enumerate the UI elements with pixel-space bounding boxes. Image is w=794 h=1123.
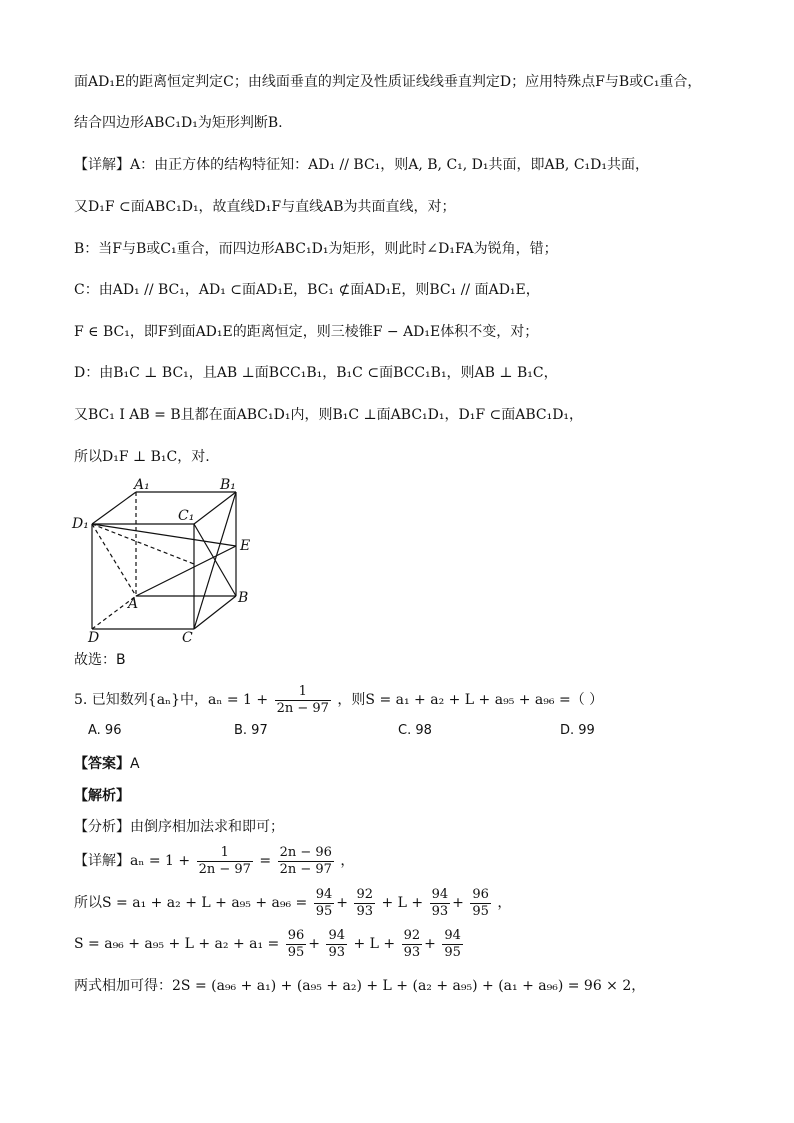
edge-d1a1: [92, 492, 136, 524]
answer-line: [74, 754, 140, 774]
paragraph-5: B：当F与B或C₁重合，而四边形ABC₁D₁为矩形，则此时∠D₁FA为锐角，错；: [74, 241, 558, 257]
detail-2-lhs: 所以S = a₁ + a₂ + L + a₉₅ + a₉₆ =: [74, 895, 308, 911]
paragraph-2: 结合四边形ABC₁D₁为矩形判断B.: [74, 115, 283, 131]
d2-frac-3-den: 93: [431, 903, 449, 919]
label-d1: D₁: [72, 516, 89, 532]
d3-frac-3-num: 92: [403, 927, 421, 943]
option-a: A. 96: [88, 723, 122, 738]
detail-eq: =: [259, 853, 272, 869]
label-c: C: [182, 630, 193, 644]
paragraph-9: 又BC₁ I AB = B且都在面ABC₁D₁内，则B₁C ⊥面ABC₁D₁，D₁F ⊂面ABC₁D₁，: [74, 407, 584, 423]
analysis-label: 【解析】: [74, 788, 130, 804]
paragraph-4: 又D₁F ⊂面ABC₁D₁，故直线D₁F与直线AB为共面直线，对；: [74, 199, 456, 215]
fenxi-label: 【分析】: [74, 819, 130, 835]
detail-end: ，: [340, 853, 355, 869]
paragraph-3: [74, 155, 649, 175]
detail-frac-2-num: 2n − 96: [279, 844, 332, 860]
detail-line-4: 两式相加可得：2S = (a₉₆ + a₁) + (a₉₅ + a₂) + L + (a₂ + a₉₅) + (a₁ + a₉₆) = 96 × 2，: [74, 978, 646, 994]
choose-answer: 故选：B: [74, 652, 126, 668]
d3-frac-1: [286, 928, 307, 961]
label-b1: B₁: [220, 477, 236, 493]
q5-frac-num: 1: [275, 684, 331, 701]
fenxi-line: [74, 817, 284, 837]
paragraph-10: 所以D₁F ⊥ B₁C，对.: [74, 449, 210, 465]
option-c: C. 98: [398, 723, 432, 738]
edge-c1b1: [194, 492, 236, 524]
d2-frac-1: [314, 887, 335, 920]
detail-3-lhs: S = a₉₆ + a₉₅ + L + a₂ + a₁ =: [74, 936, 280, 952]
label-a: A: [128, 596, 139, 612]
detail-line-1: [74, 842, 354, 880]
d3-frac-4-num: 94: [444, 927, 461, 943]
d2-frac-4-num: 96: [472, 886, 489, 902]
label-c1: C₁: [178, 508, 195, 524]
d2-frac-1-den: 95: [315, 903, 333, 919]
q5-stem-fraction: [275, 684, 331, 717]
d3-mid: + L +: [353, 936, 396, 952]
detail-frac-2: [278, 845, 334, 878]
segment-d1e: [92, 524, 236, 546]
answer-label: 【答案】: [74, 756, 130, 772]
label-a1: A₁: [134, 477, 150, 493]
q5-stem-b: ，则S = a₁ + a₂ + L + a₉₅ + a₉₆ =（ ）: [337, 692, 604, 708]
q5-stem: [74, 682, 603, 718]
d2-frac-4-den: 95: [472, 903, 489, 919]
detail-frac-1-den: 2n − 97: [198, 861, 251, 877]
paragraph-8: D：由B₁C ⊥ BC₁，且AB ⊥面BCC₁B₁，B₁C ⊂面BCC₁B₁，则AB ⊥ B₁C，: [74, 365, 558, 381]
d2-frac-2-den: 93: [356, 903, 374, 919]
paragraph-1: 面AD₁E的距离恒定判定C；由线面垂直的判定及性质证线线垂直判定D；应用特殊点F与B或C₁重合，: [74, 74, 702, 90]
d2-frac-2-num: 92: [356, 886, 374, 902]
label-b: B: [238, 590, 249, 606]
d2-mid: + L +: [381, 895, 424, 911]
d2-frac-2: [354, 887, 375, 920]
detail-label-q5: 【详解】: [74, 853, 130, 869]
d3-frac-1-den: 95: [287, 944, 305, 960]
d3-frac-1-num: 96: [287, 927, 305, 943]
detail-frac-1-num: 1: [197, 845, 253, 862]
segment-d1a-hidden: [92, 524, 136, 596]
d3-frac-4: [442, 928, 463, 961]
label-d: D: [88, 630, 100, 644]
diag-b1c: [194, 492, 236, 629]
label-e: E: [240, 538, 251, 554]
d2-end: ，: [497, 895, 512, 911]
paragraph-6: C：由AD₁ // BC₁，AD₁ ⊂面AD₁E，BC₁ ⊄面AD₁E，则BC₁ // 面AD₁E，: [74, 282, 540, 298]
d3-frac-2-den: 93: [328, 944, 346, 960]
d3-frac-3: [402, 928, 423, 961]
q5-frac-den: 2n − 97: [276, 700, 329, 716]
detail-text: A：由正方体的结构特征知：AD₁ // BC₁，则A, B, C₁, D₁共面，即AB, C₁D₁共面，: [130, 157, 649, 173]
paragraph-7: F ∈ BC₁，即F到面AD₁E的距离恒定，则三棱锥F − AD₁E体积不变，对；: [74, 324, 539, 340]
d3-frac-3-den: 93: [403, 944, 421, 960]
segment-d1f-hidden: [92, 524, 194, 564]
option-b: B. 97: [234, 723, 268, 738]
answer-value: A: [130, 756, 140, 772]
d2-frac-3-num: 94: [431, 886, 449, 902]
option-d: D. 99: [560, 723, 595, 738]
d2-frac-1-num: 94: [315, 886, 333, 902]
edge-cb: [194, 596, 236, 629]
detail-frac-1: [197, 845, 253, 878]
q5-stem-a: 5. 已知数列{aₙ}中，aₙ = 1 +: [74, 692, 269, 708]
d3-frac-2: [326, 928, 347, 961]
detail-an: aₙ = 1 +: [130, 853, 191, 869]
cube-figure: [60, 474, 270, 644]
detail-label: 【详解】: [74, 157, 130, 173]
detail-line-2: 所以S = a₁ + a₂ + L + a₉₅ + a₉₆ = $\frac{94}{95}$ + $\frac{92}{93}$ + L + $\frac{94}{93}$ + $\frac{96}{95}$ ，: [74, 886, 512, 919]
d2-frac-4: [470, 887, 491, 920]
d3-frac-2-num: 94: [328, 927, 346, 943]
d3-frac-4-den: 95: [444, 944, 461, 960]
detail-line-3: S = a₉₆ + a₉₅ + L + a₂ + a₁ = $\frac{96}{95}$ + $\frac{94}{93}$ + L + $\frac{92}{93}$ + $\frac{94}{95}$: [74, 927, 461, 960]
d2-frac-3: [430, 887, 451, 920]
fenxi-text: 由倒序相加法求和即可；: [130, 819, 284, 835]
detail-frac-2-den: 2n − 97: [279, 861, 332, 877]
